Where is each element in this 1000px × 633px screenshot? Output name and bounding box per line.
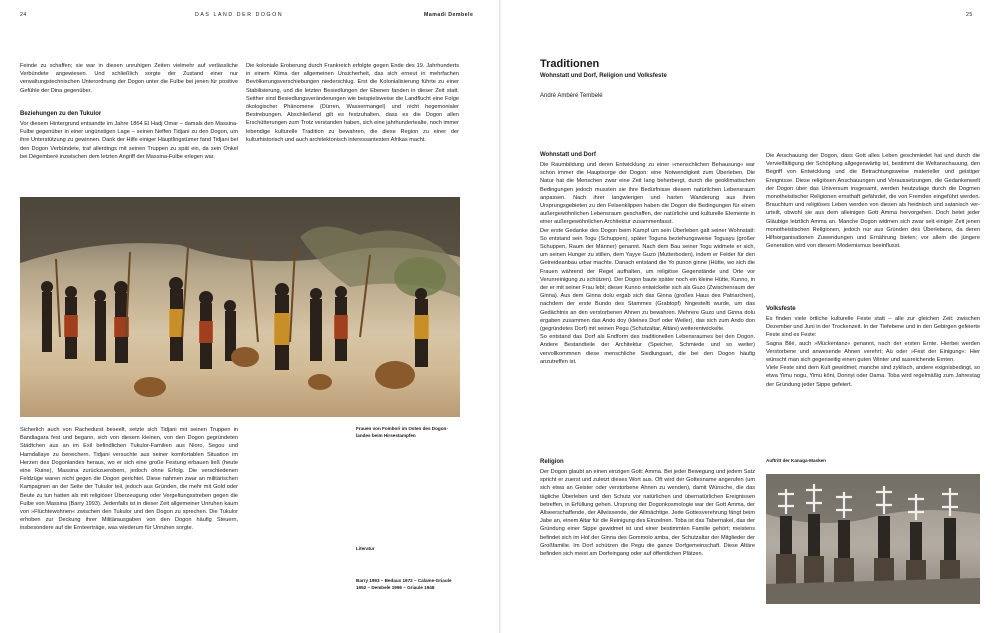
colA-body: Die Raumbildung und deren Entwicklung zu einer »menschlichen Behausung« war schon immer die Hauptsorge der Dogon: eine Notwendigkeit zum Überleben. Die Natur hat die Menschen zwar eine Zeit lang beherbergt, durch die geoklimatischen Bedingungen jedoch mussten sie ihre Bedürfnisse diesem natürlichen Lebensraum anpassen. Nach ihrer langwierigen und harten Wanderung aus ihren Ursprungsgebieten zu den Felsenklippen haben die Dogon die Bedingungen für einen außergewöhnlichen Lebensraum geschaffen, der natürliche und kulturelle Elemente in einer außergewöhnlichen Architektur zusammenfasst. Der erste Gedanke des Dogon beim Kampf um sein Überleben galt seiner Wohnstatt: So entstand sein Togu (Schuppen), später Toguna beziehungsweise Toguayu (großer Schuppen, Raum der Männer) genannt. Nach dem Bau seiner Togu widmete er sich, um seinen Hunger zu stillen, dem Yayye Guzo (Mutterboden), indem er Felder für den Getreideanbau urbar machte. Danach entstand die Yo punon ginne (Hütte, wo sich die Frauen während der Regel aufhalten, um religiöse Gegenstände und Orte vor Verunreinigung zu schützen). Der Dogon baute später noch ein kleine Hütte, Kunno, in der er mit seiner Frau lebt; dieser Kunno entwickelte sich als Guzo (Zwischenraum der Ginna). Aus dem Ginna dolu ergab sich das Ginna (großes Haus des Patriarchen), nachdem der erste Bundo des Stammes (Grabtopf) Nngesteltt wurde, um das Gedächtnis an den verstorbenen Ahnen zu bewahren. Mehrere Guzo und Ginna dolu ergaben zusammen das Ando doy (kleines Dorf oder Weiler), das sich zum Ando don (gegründetes Dorf) mit seinen Pegu (Schutzaltar, Altäre) weiterentwickelte. So entstand das Dorf als Endform des traditionellen Lebensraumes bei den Dogon. Andere Bestandteile der Architektur (Speicher, Schmiede und so weiter) vervollkommnen diese menschliche Siedlungsart, die bei den Dogon häufig anzutreffen ist. [540, 162, 755, 365]
colB-body-volksfeste: Es finden viele örtliche kulturelle Feste statt – alle zur gleichen Zeit: zwischen Dezember und Juni in der Trockenzeit. In der Tiefebene und in den Gebirgen gefeierte Feste sind es Feste: Sagna Bilé, auch »Mückentanz« genannt, nach der ersten Ernte. Hierbei werden Verstorbene und anwesende Ahnen verehrt; Aü oder »Fest der Einigung«: Hier wünscht man sich gegenseitig einen guten Winter und ausreichende Ernten. Viele Feste sind dem Kult gewidmet; manche sind zyklisch, andere exignisbedingt, so etwa Yimu nogu, Yimu kôni, Donnyi oder Dama. Toba wird regelmäßig zum Jahrestag der Gründung jeder Sippe gefeiert. [766, 316, 980, 388]
colB-heading-volksfeste: Volksfeste [766, 306, 796, 312]
literature-heading: Literatur [356, 546, 375, 551]
photo-scene [20, 197, 460, 417]
left-col1-lower: Sicherlich auch von Rachedurst beseelt, setzte sich Tidjani mit seinen Truppen in Bandiagara fest und begann, sich von diesem kleinen, von den Dogon gegründeten Städtchen aus an im Exil befindlichen Tukulor-Familien aus Nioro, Segou und Hamdallaye zu bereichern. Tidjani versuchte aus seiner komfortablen Situation im Herzen des Dogonlandes heraus, wo er sich eine große Festung erbauen ließ (heute eine Ruine), Massina zurückzuerobern, jedoch ohne Erfolg. Die verschiedenen Feldzüge waren nicht gegen die Dogon gerichtet. Diese nahmen zwar an militärischen Kampagnen an der Seite der Tukulor teil, jedoch aus Gründen, die mehr mit Gold oder Beute zu tun hatten als mit religiöser Überzeugung oder Vergeltungsstreben gegen die Fulbe von Massina (Barry 1993). Jedenfalls ist in dieser Zeit allgemeiner Unruhen kaum von »Flüchtewohnen« zwischen den Tukulor und den Dogon zu sprechen. Die Tukulor erhoben zur Deckung ihrer Militärausgaben von den Dogon häufig Steuern, insbesondere auf die Ernteerträge, was wiederum für Unruhen sorgte. [20, 427, 238, 532]
left-page-number: 24 [20, 12, 27, 18]
section-subtitle: Wohnstatt und Dorf, Religion und Volksfeste [540, 73, 667, 79]
left-col1-intro: Feinde zu schaffen; sie war in diesen unruhigen Zeiten vielmehr auf verlässliche Verbündete angewiesen. Und schließlich sorgte der Zustand einer nur verwaltungstechnischen Unterordnung der Dogon unter die Fulbe bei jenen für positive Gefühle der Dina gegenüber. [20, 63, 238, 94]
right-page-number: 25 [966, 12, 973, 18]
section-title: Traditionen [540, 58, 600, 70]
colA-body-religion: Der Dogon glaubt an einen einzigen Gott: Amma. Bei jeder Bewegung und jedem Satz spricht er zuerst und zuletzt dieses Wort aus. Oft wird der Gottesname angerufen (um sich etwa an Geister oder verstorbene Ahnen zu wenden), damit Wünsche, die das tägliche Überleben und den Schutz vor natürlichen und übernatürlichen Ereignissen betreffen, in Erfüllung gehen. Ursprung der Dogonkosmologie war der Gott Amma, der Allseerschaffende, der Allwissende, der Allmächtige. Jede Gottesverehrung fängt beim Jabe an, einem Altar für die Reinigung des Einzelnen. Toba ist das Tabernakel, das der Gründung einer Sippe gewidmet ist und einer bestimmten Familie gehört; meistens befindet sich im Hof der Ginna des Gommolo amba, der Schutzaltar der Mitglieder der Großfamilie. Im Dorf schützen die Pegu die ganze Dorfgemeinschaft. Diese Altäre befinden sich meist am Dorfeingang oder auf öffentlichen Plätzen. [540, 469, 755, 558]
right-running-author: Mamadi Dembele [424, 12, 474, 18]
left-col2-intro: Die koloniale Eroberung durch Frankreich erfolgte gegen Ende des 19. Jahrhunderts in einem Klima der allgemeinen Unsicherheit, das sich erneut in mehrfachen Bevölkerungsverschiebungen niederschlug. Erst die Kolonialisierung führte zu einer Stabilisierung, und die letzten Besiedlungen der Ebenen fanden in dieser Zeit statt. Seither sind Besiedlungsveränderungen wie beispielsweise die Landflucht eine Folge ökologischer Phänomene (Dürren, Wassermangel) und nicht hegemonialer Bestrebungen. Abschließend gilt es festzuhalten, dass es die Dogon allen Erschütterungen zum Trotz verstanden haben, sich eine jahrhundertealte, noch immer lebendige kulturelle Tradition zu bewahren, die diese Region zu einer der kulturhistorisch und auch architektonisch interessantesten Afrikas macht. [246, 63, 459, 143]
left-running-title: DAS LAND DER DOGON [195, 12, 284, 18]
page-gutter [499, 0, 501, 633]
left-col1-heading: Beziehungen zu den Tukulor [20, 111, 102, 117]
photo-caption: Frauen von Fombori im Osten des Dogonlandes beim Hirsestampfen [356, 426, 448, 438]
colA-heading-religion: Religion [540, 459, 564, 465]
kanaga-masks-photo [766, 474, 980, 604]
article-author: André Ambéré Tembelé [540, 93, 603, 99]
colA-heading: Wohnstatt und Dorf [540, 152, 596, 158]
masks-scene [766, 474, 980, 604]
colB-body: Die Anschauung der Dogon, dass Gott alles Leben geschmiedet hat und durch die Vervielfältigung der Schöpfung allgegenwärtig ist, bestimmt die Weltanschauung, den Begriff von Entwicklung und die Betrachtungsweise materieller und geistiger Ereignisse. Diese religiösen Anschauungen und Voraussetzungen, die Gedankenwelt der Dogon über das Universum insgesamt, werden heutzutage durch die Dogmen monotheistischer Religionen ernsthaft gefährdet, die von Fremden eingeführt werden. Brauchtum und religiöses Leben werden von diesen als heidnisch und satanisch verurteilt, obwohl sie aus dem alleinigen Gott Amma hervorgehen. Doch betet jeder Gläubige letztlich Amma an. Manche Dogon widmen sich zwar seit einiger Zeit jenen monotheistischen Religionen, jedoch nur aus Gründen des Überlebens, da deren Hilfsorganisationen Zuwendungen und Ernährung bieten; vor allem die jüngere Generation wird von diesem Modernismus beeinflusst. [766, 153, 980, 250]
left-col1-body: Vor diesem Hintergrund entsandte im Jahre 1864 El Hadj Omar – damals den Massina-Fulbe gegenüber in einer ungünstigen Lage – seinen Neffen Tidjani zu den Dogon, um ihre Unterstützung zu gewinnen. Dank der Hilfe einiger Häuptlingstümer fand Tidjani bei den Dogon Verbündete, traf allerdings mit seinen Truppen zu spät ein, da sein Onkel bei Dégemberé inzwischen dem letzten Angriff der Massina-Fulbe erlegen war. [20, 121, 238, 160]
millet-pounding-photo [20, 197, 460, 417]
photo2-caption: Auftritt der Kanaga-Masken [766, 458, 826, 463]
literature-list: Barry 1993 – Bedaux 1972 – Calame-Griaule 1952 – Dembele 1996 – Griaule 1948 [356, 578, 452, 590]
